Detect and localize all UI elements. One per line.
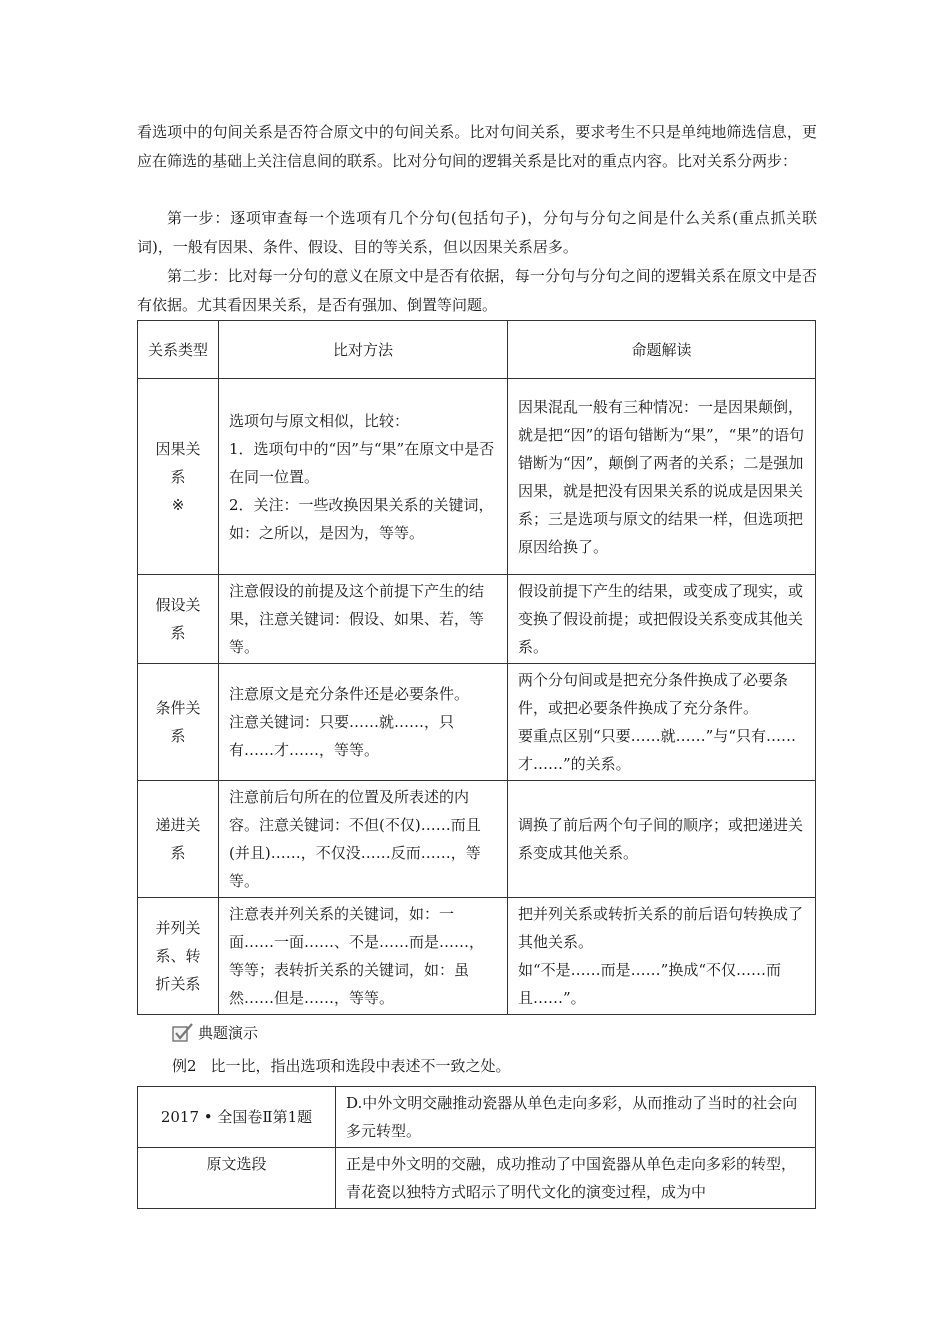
intro-paragraph-step-2: 第二步：比对每一分句的意义在原文中是否有依据，每一分句与分句之间的逻辑关系在原文中是否有依据。尤其看因果关系，是否有强加、倒置等问题。: [137, 267, 817, 314]
header-reading: 命题解读: [508, 321, 816, 379]
relation-type-cell: [138, 575, 219, 664]
reading-cell: 因果混乱一般有三种情况：一是因果颠倒，就是把“因”的语句错断为“果”，“果”的语句错断为“因”，颠倒了两者的关系；二是强加因果，就是把没有因果关系的说成是因果关系；三是选项与原文的结果一样，但选项把原因给换了。: [508, 379, 816, 575]
source-label-cell: 原文选段: [138, 1148, 336, 1209]
excerpt-cell: 正是中外文明的交融，成功推动了中国瓷器从单色走向多彩的转型，青花瓷以独特方式昭示了明代文化的演变过程，成为中: [336, 1148, 816, 1209]
example-number: 例2: [172, 1057, 197, 1075]
example-text: 比一比，指出选项和选段中表述不一致之处。: [210, 1057, 511, 1075]
table-row: [138, 575, 816, 664]
reading-cell: 两个分句间或是把充分条件换成了必要条件，或把必要条件换成了充分条件。 要重点区别“只要……就……”与“只有……才……”的关系。: [508, 664, 816, 781]
reading-cell: 假设前提下产生的结果，或变成了现实，或变换了假设前提；或把假设关系变成其他关系。: [508, 575, 816, 664]
relation-table: [137, 320, 816, 1015]
table-row: [138, 1087, 816, 1148]
reading-cell: 调换了前后两个句子间的顺序；或把递进关系变成其他关系。: [508, 781, 816, 898]
relation-type-cell: [138, 898, 219, 1015]
table-row: [138, 781, 816, 898]
example-table: [137, 1086, 816, 1209]
relation-type-cell: [138, 379, 219, 575]
method-cell: 注意前后句所在的位置及所表述的内容。注意关键词：不但(不仅)……而且(并且)……，不仅没……反而……，等等。: [219, 781, 508, 898]
relation-type-label: 假设关系: [155, 596, 201, 642]
checkbox-check-icon: [172, 1023, 194, 1043]
demo-title: 典题演示: [198, 1024, 259, 1042]
option-cell: D.中外文明交融推动瓷器从单色走向多彩，从而推动了当时的社会向多元转型。: [336, 1087, 816, 1148]
relation-type-cell: [138, 781, 219, 898]
demo-heading: [172, 1022, 258, 1043]
table-row: [138, 1148, 816, 1209]
reading-cell: 把并列关系或转折关系的前后语句转换成了其他关系。 如“不是……而是……”换成“不仅……而且……”。: [508, 898, 816, 1015]
important-mark: ※: [171, 495, 185, 514]
source-cell: 2017 • 全国卷Ⅱ第1题: [138, 1087, 336, 1148]
table-row: [138, 898, 816, 1015]
intro-paragraph-1: 看选项中的句间关系是否符合原文中的句间关系。比对句间关系，要求考生不只是单纯地筛选信息，更应在筛选的基础上关注信息间的联系。比对分句间的逻辑关系是比对的重点内容。比对关系分两步：: [137, 123, 817, 170]
header-method: 比对方法: [219, 321, 508, 379]
table-header-row: [138, 321, 816, 379]
relation-type-label: 递进关系: [155, 816, 201, 862]
table-row: [138, 664, 816, 781]
relation-type-label: 并列关系、转折关系: [155, 919, 201, 993]
method-cell: 注意表并列关系的关键词，如：一面……一面……、不是……而是……，等等；表转折关系的关键词，如：虽然……但是……，等等。: [219, 898, 508, 1015]
example-line: [172, 1054, 511, 1078]
method-cell: 选项句与原文相似，比较： 1．选项句中的“因”与“果”在原文中是否在同一位置。 2．关注：一些改换因果关系的关键词，如：之所以，是因为，等等。: [219, 379, 508, 575]
method-cell: 注意假设的前提及这个前提下产生的结果，注意关键词：假设、如果、若，等等。: [219, 575, 508, 664]
relation-type-label: 因果关系: [155, 439, 201, 486]
intro-paragraph-step-1: 第一步：逐项审查每一个选项有几个分句(包括句子)，分句与分句之间是什么关系(重点抓关联词)，一般有因果、条件、假设、目的等关系，但以因果关系居多。: [137, 209, 817, 256]
relation-type-label: 条件关系: [155, 699, 201, 745]
table-row: [138, 379, 816, 575]
header-type: 关系类型: [138, 321, 219, 379]
relation-type-cell: [138, 664, 219, 781]
method-cell: 注意原文是充分条件还是必要条件。 注意关键词：只要……就……，只有……才……，等等。: [219, 664, 508, 781]
